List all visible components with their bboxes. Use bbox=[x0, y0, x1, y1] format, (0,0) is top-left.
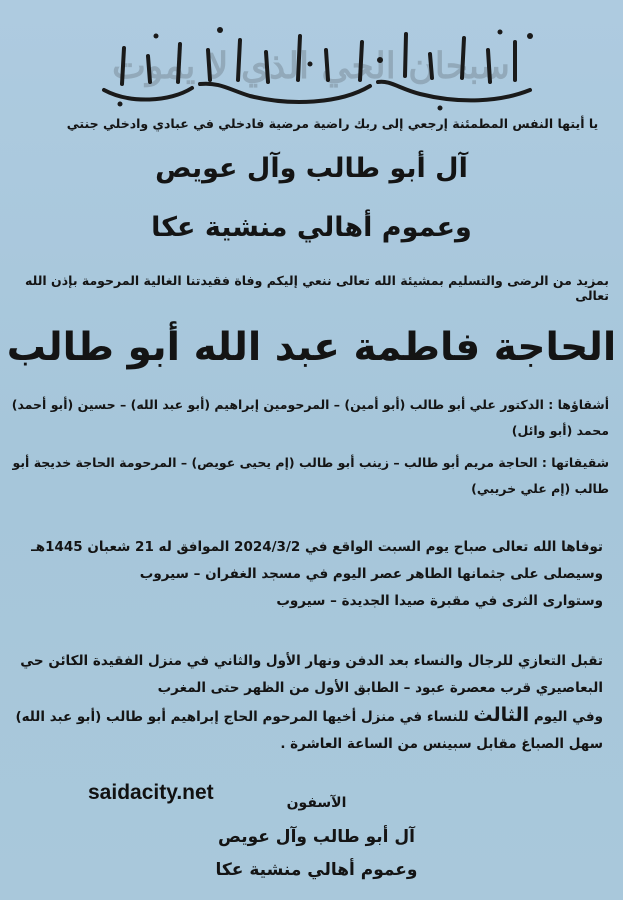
condolence-day-prefix: وفي اليوم bbox=[533, 709, 603, 725]
family-names-line1: آل أبو طالب وآل عويص bbox=[155, 153, 468, 184]
site-watermark: saidacity.net bbox=[88, 781, 214, 804]
condolence-line4: سهل الصباغ مقابل سبينس من الساعة العاشرة . bbox=[280, 736, 603, 752]
condolence-line2: البعاصيري قرب معصرة عبود – الطابق الأول من الظهر حتى المغرب bbox=[157, 680, 603, 696]
calligraphy-header bbox=[60, 20, 563, 115]
brothers-line1: أشقاؤها : الدكتور علي أبو طالب (أبو أمين) – المرحومين إبراهيم (أبو عبد الله) – حسين (أبو أحمد) bbox=[11, 397, 609, 412]
sisters-line2: طالب (إم علي خريبي) bbox=[471, 481, 609, 496]
quran-verse: يا أيتها النفس المطمئنة إرجعي إلى ربك راضية مرضية فادخلي في عبادي وادخلي جنتي bbox=[66, 116, 599, 131]
condolence-third-day: الثالث bbox=[473, 704, 530, 726]
brothers-line2: محمد (أبو وائل) bbox=[511, 423, 609, 438]
funeral-prayer-line: وسيصلى على جثمانها الطاهر عصر اليوم في مسجد الغفران – سيروب bbox=[139, 566, 603, 582]
calligraphy-ornament bbox=[60, 20, 563, 115]
death-notice bbox=[13, 534, 603, 615]
sisters-line1: شقيقاتها : الحاجة مريم أبو طالب – زينب أبو طالب (إم يحيى عويص) – المرحومة الحاجة خديجة أبو bbox=[12, 455, 609, 470]
mourners-label: الآسفون bbox=[286, 795, 347, 811]
death-date-line: توفاها الله تعالى صباح يوم السبت الواقع في 2024/3/2 الموافق له 21 شعبان 1445هـ bbox=[31, 539, 603, 555]
brothers-paragraph bbox=[9, 392, 609, 444]
condolence-day-details: للنساء في منزل أخيها المرحوم الحاج إبراهيم أبو طالب (أبو عبد الله) bbox=[15, 709, 469, 725]
sisters-paragraph bbox=[9, 450, 609, 502]
announcement-intro: بمزيد من الرضى والتسليم بمشيئة الله تعالى ننعي إليكم وفاة فقيدتنا الغالية المرحومة بإذن الله تعالى bbox=[25, 273, 609, 303]
deceased-name: الحاجة فاطمة عبد الله أبو طالب bbox=[6, 325, 617, 370]
condolences-paragraph bbox=[13, 648, 603, 758]
condolence-line1: تقبل التعازي للرجال والنساء بعد الدفن ونهار الأول والثاني في منزل الفقيدة الكائن حي bbox=[20, 653, 603, 669]
mourners-line1: آل أبو طالب وآل عويص bbox=[218, 827, 415, 847]
burial-line: وستوارى الثرى في مقبرة صيدا الجديدة – سيروب bbox=[276, 593, 603, 609]
calligraphy-text: سبحان الحي الذي لا يموت bbox=[112, 45, 510, 87]
mourners-line2: وعموم أهالي منشية عكا bbox=[215, 860, 418, 880]
condolence-line3 bbox=[13, 702, 603, 731]
family-names-line2: وعموم أهالي منشية عكا bbox=[151, 212, 472, 243]
